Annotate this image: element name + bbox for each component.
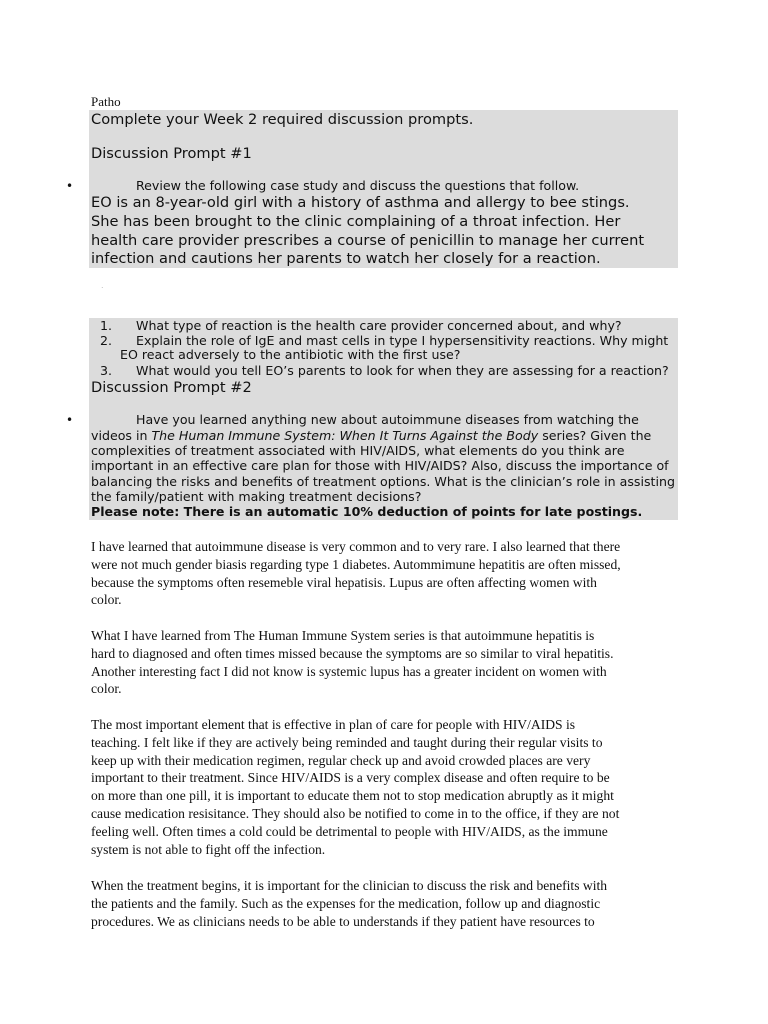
prompt-intro: Complete your Week 2 required discussion prompts. xyxy=(91,111,474,128)
answer-line: What I have learned from The Human Immune System series is that autoimmune hepatitis is xyxy=(91,628,595,643)
prompt2-bullet: • xyxy=(66,413,74,427)
answer-line: When the treatment begins, it is important for the clinician to discuss the risk and benefits with xyxy=(91,878,608,893)
question-text: Explain the role of IgE and mast cells in type I hypersensitivity reactions. Why might xyxy=(136,333,669,348)
prompt1-bullet: • xyxy=(66,179,74,193)
prompt1-heading: Discussion Prompt #1 xyxy=(91,145,252,162)
question-text: What would you tell EO’s parents to look for when they are assessing for a reaction? xyxy=(136,363,669,378)
prompt2-line: balancing the risks and benefits of treatment options. What is the clinician’s role in assisting xyxy=(91,474,675,489)
question-number: 3. xyxy=(100,363,113,378)
answer-line: on more than one pill, it is important to educate them not to stop medication abruptly as it might xyxy=(91,788,614,804)
answer-line: teaching. I felt like if they are actively being reminded and taught during their regular visits to xyxy=(91,734,603,750)
answer-line: hard to diagnosed and often times missed because the symptoms are so similar to viral hepatitis. xyxy=(91,645,614,661)
answer-paragraph xyxy=(91,538,681,609)
answer-paragraph xyxy=(91,716,681,858)
question-text: What type of reaction is the health care provider concerned about, and why? xyxy=(136,318,622,333)
answer-line: procedures. We as clinicians needs to be able to understands if they patient have resources to xyxy=(91,913,595,929)
prompt2-line: important in an effective care plan for those with HIV/AIDS? Also, discuss the importance of xyxy=(91,458,669,473)
question-number: 2. xyxy=(100,333,113,348)
answer-line: cause medication resisitance. They should also be notified to come in to the office, if they are not xyxy=(91,805,620,821)
answer-line: The most important element that is effective in plan of care for people with HIV/AIDS is xyxy=(91,717,576,732)
case-line: health care provider prescribes a course of penicillin to manage her current xyxy=(91,232,645,249)
answer-line: I have learned that autoimmune disease is very common and to very rare. I also learned that there xyxy=(91,539,621,554)
case-line: infection and cautions her parents to watch her closely for a reaction. xyxy=(91,250,601,267)
prompt2-line: complexities of treatment associated with HIV/AIDS, what elements do you think are xyxy=(91,443,625,458)
answer-paragraph xyxy=(91,877,681,930)
video-series-title: The Human Immune System: When It Turns Against the Body xyxy=(151,428,539,443)
answer-line: because the symptoms often resemeble viral hepatisis. Lupus are often affecting women with xyxy=(91,574,597,590)
prompt2-heading: Discussion Prompt #2 xyxy=(91,379,252,396)
answer-line: color. xyxy=(91,592,122,608)
answer-line: feeling well. Often times a cold could be detrimental to people with HIV/AIDS, as the immune xyxy=(91,823,608,839)
answer-line: Another interesting fact I did not know is systemic lupus has a greater incident on women with xyxy=(91,663,607,679)
answer-line: important to their treatment. Since HIV/AIDS is a very complex disease and often require to be xyxy=(91,770,610,786)
prompt2-line: Have you learned anything new about autoimmune diseases from watching the xyxy=(136,412,639,427)
stray-mark: . xyxy=(101,281,104,290)
prompt1-instruction: Review the following case study and discuss the questions that follow. xyxy=(136,178,580,193)
answer-line: were not much gender biasis regarding type 1 diabetes. Autommimune hepatitis are often missed, xyxy=(91,556,621,572)
answer-line: the patients and the family. Such as the expenses for the medication, follow up and diagnostic xyxy=(91,895,601,911)
question-number: 1. xyxy=(100,318,113,333)
answer-line: system is not able to fight off the infection. xyxy=(91,841,326,857)
answer-line: color. xyxy=(91,681,122,697)
prompt2-line: videos in The Human Immune System: When It Turns Against the Body series? Given the xyxy=(91,428,652,443)
answer-line: keep up with their medication regimen, regular check up and avoid crowded places are very xyxy=(91,752,591,768)
late-posting-note: Please note: There is an automatic 10% deduction of points for late postings. xyxy=(91,504,643,519)
prompt2-line: the family/patient with making treatment decisions? xyxy=(91,489,422,504)
answer-paragraph xyxy=(91,627,681,698)
case-line: She has been brought to the clinic complaining of a throat infection. Her xyxy=(91,213,621,230)
document-header: Patho xyxy=(91,94,121,109)
case-line: EO is an 8-year-old girl with a history of asthma and allergy to bee stings. xyxy=(91,194,630,211)
question-text: EO react adversely to the antibiotic with the first use? xyxy=(120,347,461,362)
